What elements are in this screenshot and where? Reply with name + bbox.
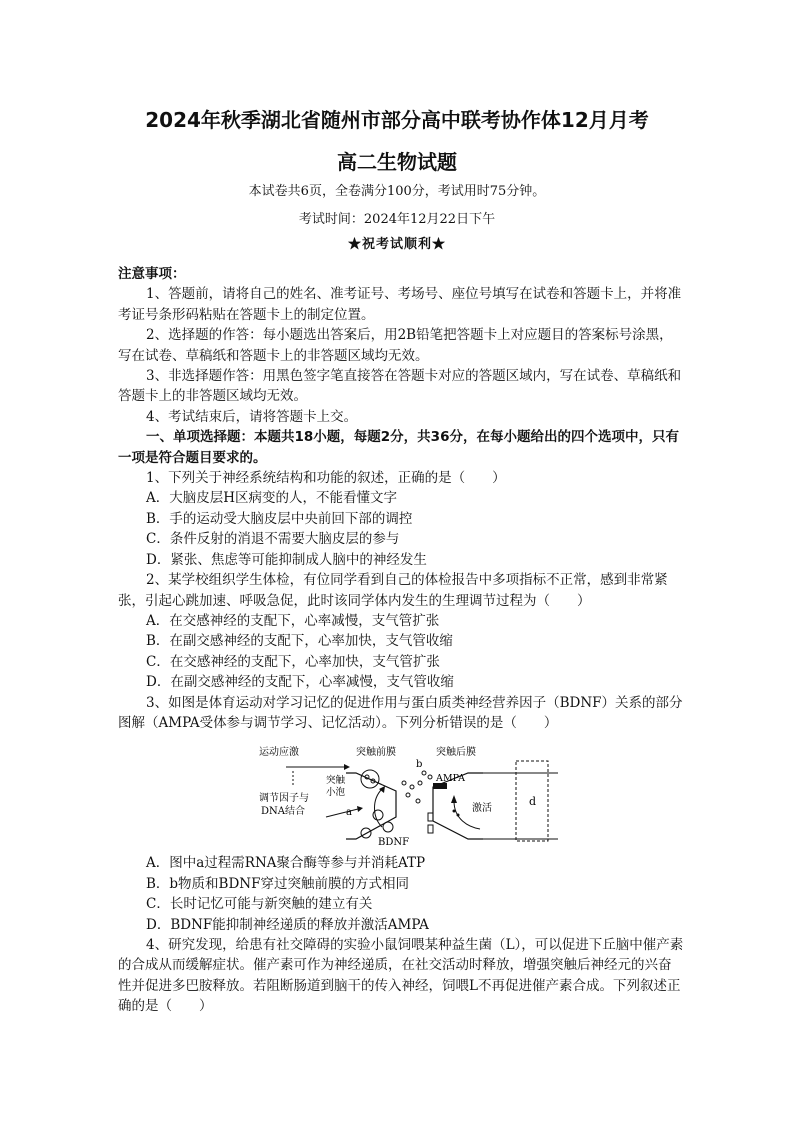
q4-stem: 4、研究发现，给患有社交障碍的实验小鼠饲喂某种益生菌（L），可以促进下丘脑中催产素的合成从而缓解症状。催产素可作为神经递质，在社交活动时释放，增强突触后神经元的兴奋性并促进多巴胺释放。若阻断肠道到脑干的传入神经，饲喂L不再促进催产素合成。下列叙述正确的是（ ） — [118, 936, 684, 1015]
q2-stem: 2、某学校组织学生体检，有位同学看到自己的体检报告中多项指标不正常，感到非常紧张，引起心跳加速、呼吸急促，此时该同学体内发生的生理调节过程为（ ） — [118, 572, 668, 609]
note-1: 1、答题前，请将自己的姓名、准考证号、考场号、座位号填写在试卷和答题卡上，并将准考证号条形码粘贴在答题卡上的制定位置。 — [118, 286, 682, 323]
label-factor-1: 调节因子与 — [259, 793, 309, 805]
q2-option-d: D．在副交感神经的支配下，心率减慢，支气管收缩 — [146, 674, 454, 691]
q2-option-a: A．在交感神经的支配下，心率减慢，支气管扩张 — [146, 612, 440, 629]
label-vesicle-2: 小泡 — [326, 787, 346, 799]
section-heading: 一、单项选择题：本题共18小题，每题2分，共36分，在每小题给出的四个选项中，只有一项是符合题目要求的。 — [118, 429, 679, 466]
exam-subtitle: 高二生物试题 — [337, 150, 457, 174]
label-d: d — [529, 795, 537, 809]
q3-stem: 3、如图是体育运动对学习记忆的促进作用与蛋白质类神经营养因子（BDNF）关系的部分图解（AMPA受体参与调节学习、记忆活动）。下列分析错误的是（ ） — [118, 694, 683, 731]
exam-info: 本试卷共6页，全卷满分100分，考试用时75分钟。 — [248, 184, 546, 199]
q1-option-b: B．手的运动受大脑皮层中央前回下部的调控 — [146, 510, 413, 527]
label-activate: 激活 — [472, 803, 492, 815]
label-factor-2: DNA结合 — [261, 806, 305, 818]
label-exercise: 运动应激 — [259, 747, 299, 759]
synapse-diagram — [258, 743, 558, 845]
q3-option-d: D．BDNF能抑制神经递质的释放并激活AMPA — [146, 916, 429, 933]
q1-option-c: C．条件反射的消退不需要大脑皮层的参与 — [146, 531, 400, 548]
label-bdnf: BDNF — [378, 837, 410, 846]
note-2: 2、选择题的作答：每小题选出答案后，用2B铅笔把答题卡上对应题目的答案标号涂黑，写在试卷、草稿纸和答题卡上的非答题区域均无效。 — [118, 327, 673, 364]
exam-content — [118, 264, 684, 1017]
q3-option-c: C．长时记忆可能与新突触的建立有关 — [146, 896, 373, 913]
q2-option-c: C．在交感神经的支配下，心率加快，支气管扩张 — [146, 653, 440, 670]
q3-option-b: B．b物质和BDNF穿过突触前膜的方式相同 — [146, 875, 409, 892]
label-vesicle-1: 突触 — [326, 775, 346, 787]
label-postsyn: 突触后膜 — [436, 747, 476, 759]
exam-motto: ★祝考试顺利★ — [347, 237, 446, 252]
label-b: b — [416, 759, 423, 771]
label-presyn: 突触前膜 — [356, 747, 396, 759]
exam-time: 考试时间：2024年12月22日下午 — [298, 212, 496, 227]
note-4: 4、考试结束后，请将答题卡上交。 — [146, 408, 358, 425]
label-a: a — [346, 807, 352, 819]
exam-title: 2024年秋季湖北省随州市部分高中联考协作体12月月考 — [145, 108, 649, 132]
q2-option-b: B．在副交感神经的支配下，心率加快，支气管收缩 — [146, 633, 453, 650]
q3-option-a: A．图中a过程需RNA聚合酶等参与并消耗ATP — [146, 855, 426, 872]
notes-heading: 注意事项： — [118, 266, 186, 282]
note-3: 3、非选择题作答：用黑色签字笔直接答在答题卡对应的答题区域内，写在试卷、草稿纸和答题卡上的非答题区域均无效。 — [118, 368, 682, 405]
q1-option-d: D．紧张、焦虑等可能抑制成人脑中的神经发生 — [146, 551, 427, 568]
label-ampa: AMPA — [436, 773, 465, 785]
q1-option-a: A．大脑皮层H区病变的人，不能看懂文字 — [146, 490, 398, 507]
q1-stem: 1、下列关于神经系统结构和功能的叙述，正确的是（ ） — [146, 470, 506, 487]
